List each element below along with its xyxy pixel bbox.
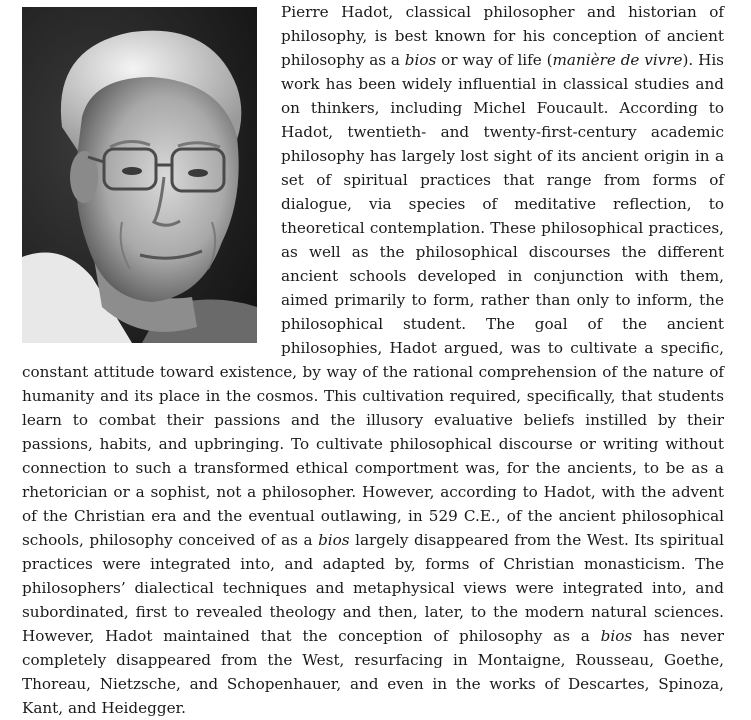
text-segment: has never completely disappeared from the West, resurfacing in Montaigne, Rousseau, Goethe, Thoreau, Nietzsche, and Schopenhauer, and even in the works of Descartes, Spinoza, Kant, and Heidegger. bbox=[22, 627, 724, 717]
article-body bbox=[22, 0, 724, 720]
italic-term: bios bbox=[404, 51, 437, 69]
portrait-image bbox=[22, 7, 257, 343]
italic-term: bios bbox=[318, 531, 350, 549]
italic-term: manière de vivre bbox=[552, 51, 683, 69]
text-segment: Pierre Hadot, classical philosopher and historian of philosophy, is best known for his conception of ancient philosophy as a bbox=[281, 3, 724, 69]
text-segment: or way of life ( bbox=[436, 51, 553, 69]
portrait-photo bbox=[22, 7, 257, 343]
italic-term: bios bbox=[600, 627, 633, 645]
text-segment: largely disappeared from the West. Its spiritual practices were integrated into, and adapted by, forms of Christian monasticism. The philosophers’ dialectical techniques and metaphysical views were integrated into, and subordinated, first to revealed theology and then, later, to the modern natural sciences. However, Hadot maintained that the conception of philosophy as a bbox=[22, 531, 724, 645]
text-segment: ). His work has been widely influential in classical studies and on thinkers, including Michel Foucault. According to Hadot, twentieth- and twenty-first-century academic philosophy has largely lost sight of its ancient origin in a set of spiritual practices that range from forms of dialogue, via species of meditative reflection, to theoretical contemplation. These philosophical practices, as well as the philosophical discourses the different ancient schools developed in conjunction with them, aimed primarily to form, rather than only to inform, the philosophical student. The goal of the ancient philosophies, Hadot argued, was to cultivate a specific, constant attitude toward existence, by way of the rational comprehension of the nature of humanity and its place in the cosmos. This cultivation required, specifically, that students learn to combat their passions and the illusory evaluative beliefs instilled by their passions, habits, and upbringing. To cultivate philosophical discourse or writing without connection to such a transformed ethical comportment was, for the ancients, to be as a rhetorician or a sophist, not a philosopher. However, according to Hadot, with the advent of the Christian era and the eventual outlawing, in 529 C.E., of the ancient philosophical schools, philosophy conceived of as a bbox=[22, 51, 724, 549]
